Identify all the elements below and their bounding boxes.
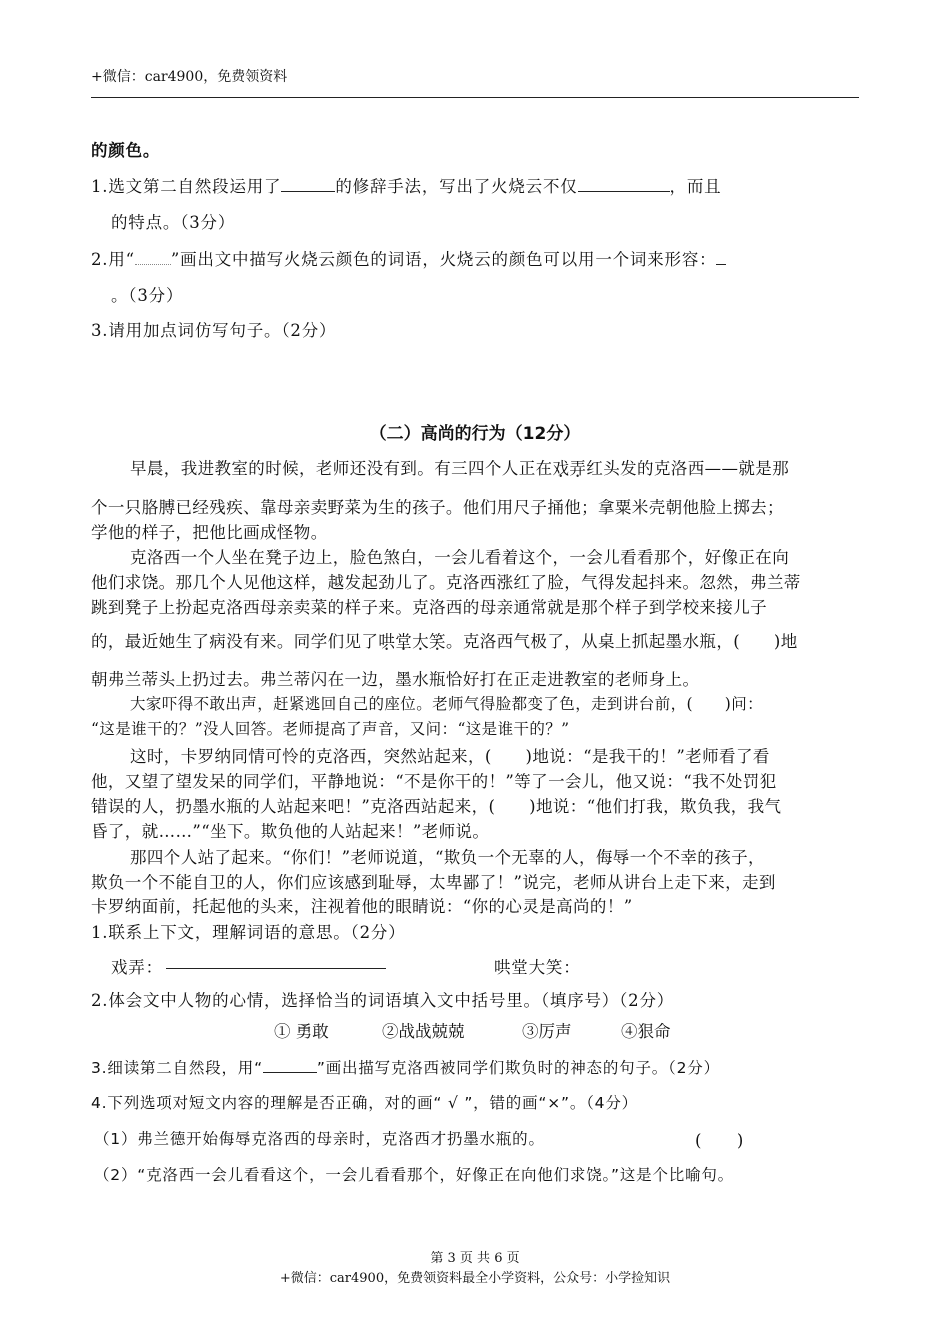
page-number: 第 3 页 共 6 页: [430, 1251, 520, 1266]
wavy-line-icon: [135, 254, 171, 265]
judge-item-2: （2）“克洛西一会儿看看这个，一会儿看看那个，好像正在向他们求饶。”这是个比喻句。: [94, 1166, 734, 1184]
passage-line: 个一只胳膊已经残疾、靠母亲卖野菜为生的孩子。他们用尺子捅他；拿粟米壳朝他脸上掷去；: [91, 498, 784, 517]
passage-line: 早晨，我进教室的时候，老师还没有到。有三四个人正在戏弄红头发的克洛西——就是那: [130, 459, 790, 478]
passage-line: 他们求饶。那几个人见他这样，越发起劲儿了。克洛西涨红了脸，气得发起抖来。忽然，弗兰蒂: [91, 573, 801, 592]
passage-line: 他，又望了望发呆的同学们，平静地说：“不是你干的！”等了一会儿，他又说：“我不处罚犯: [91, 772, 777, 791]
word-label-hongtang: 哄堂大笑：: [494, 958, 581, 977]
question-2: 2.用“ ”画出文中描写火烧云颜色的词语，火烧云的颜色可以用一个词来形容：: [91, 246, 726, 270]
answer-blank[interactable]: [263, 1058, 317, 1073]
passage-line: “这是谁干的？”没人回答。老师提高了声音，又问：“这是谁干的？”: [91, 720, 570, 738]
word-label-xinong: 戏弄：: [111, 958, 163, 977]
header-divider: [91, 97, 859, 98]
continued-text: 的颜色。: [91, 141, 161, 160]
passage-line: 跳到凳子上扮起克洛西母亲卖菜的样子来。克洛西的母亲通常就是那个样子到学校来接儿子: [91, 598, 767, 617]
option-1: ① 勇敢: [274, 1022, 329, 1041]
passage-line: 那四个人站了起来。“你们！”老师说道，“欺负一个无辜的人，侮辱一个不幸的孩子，: [130, 848, 765, 867]
question-2-2: 2.体会文中人物的心情，选择恰当的词语填入文中括号里。（填序号）（2分）: [91, 991, 675, 1010]
answer-blank[interactable]: [716, 250, 726, 265]
passage-line: 大家吓得不敢出声，赶紧逃回自己的座位。老师气得脸都变了色，走到讲台前，( )问：: [130, 695, 763, 713]
passage-line: 欺负一个不能自卫的人，你们应该感到耻辱，太卑鄙了！”说完，老师从讲台上走下来，走到: [91, 873, 776, 892]
footer-note: +微信：car4900，免费领资料最全小学资料，公众号：小学捡知识: [279, 1271, 671, 1286]
question-3: 3.请用加点词仿写句子。（2分）: [91, 321, 337, 340]
header-note: +微信：car4900，免费领资料: [91, 69, 288, 85]
passage-line: 学他的样子，把他比画成怪物。: [91, 523, 328, 542]
passage-line: 错误的人，扔墨水瓶的人站起来吧！”克洛西站起来，( )地说：“他们打我，欺负我，我气: [91, 797, 782, 816]
question-2-3: 3.细读第二自然段，用“ ”画出描写克洛西被同学们欺负时的神态的句子。（2分）: [91, 1059, 720, 1077]
judge-item-1: （1）弗兰德开始侮辱克洛西的母亲时，克洛西才扔墨水瓶的。: [94, 1130, 545, 1148]
passage-line: 克洛西一个人坐在凳子边上，脸色煞白，一会儿看着这个，一会儿看看那个，好像正在向: [130, 548, 790, 567]
answer-blank[interactable]: [578, 177, 670, 192]
question-1: 1.选文第二自然段运用了 的修辞手法，写出了火烧云不仅 ，而且: [91, 177, 722, 196]
judge-paren-1[interactable]: ( ): [695, 1131, 745, 1150]
question-2-1: 1.联系上下文，理解词语的意思。（2分）: [91, 923, 406, 942]
answer-line[interactable]: [166, 968, 386, 969]
passage-line: 卡罗纳面前，托起他的头来，注视着他的眼睛说：“你的心灵是高尚的！”: [91, 897, 633, 916]
question-2-4: 4.下列选项对短文内容的理解是否正确，对的画“ √ ”，错的画“×”。（4分）: [91, 1094, 638, 1112]
passage-line: 这时，卡罗纳同情可怜的克洛西，突然站起来，( )地说：“是我干的！”老师看了看: [130, 747, 770, 766]
answer-blank[interactable]: [281, 177, 335, 192]
passage-line: 朝弗兰蒂头上扔过去。弗兰蒂闪在一边，墨水瓶恰好打在正走进教室的老师身上。: [91, 670, 700, 689]
question-1-cont: 的特点。（3分）: [111, 213, 236, 232]
section-title: （二）高尚的行为（12分）: [369, 424, 581, 444]
question-2-cont: 。（3分）: [111, 286, 184, 305]
option-2: ②战战兢兢: [382, 1022, 465, 1041]
option-4: ④狠命: [621, 1022, 671, 1041]
option-3: ③厉声: [522, 1022, 572, 1041]
passage-line: 的，最近她生了病没有来。同学们见了哄堂大笑。克洛西气极了，从桌上抓起墨水瓶，( )地: [91, 632, 798, 651]
passage-line: 昏了，就……”“坐下。欺负他的人站起来！”老师说。: [91, 822, 490, 841]
